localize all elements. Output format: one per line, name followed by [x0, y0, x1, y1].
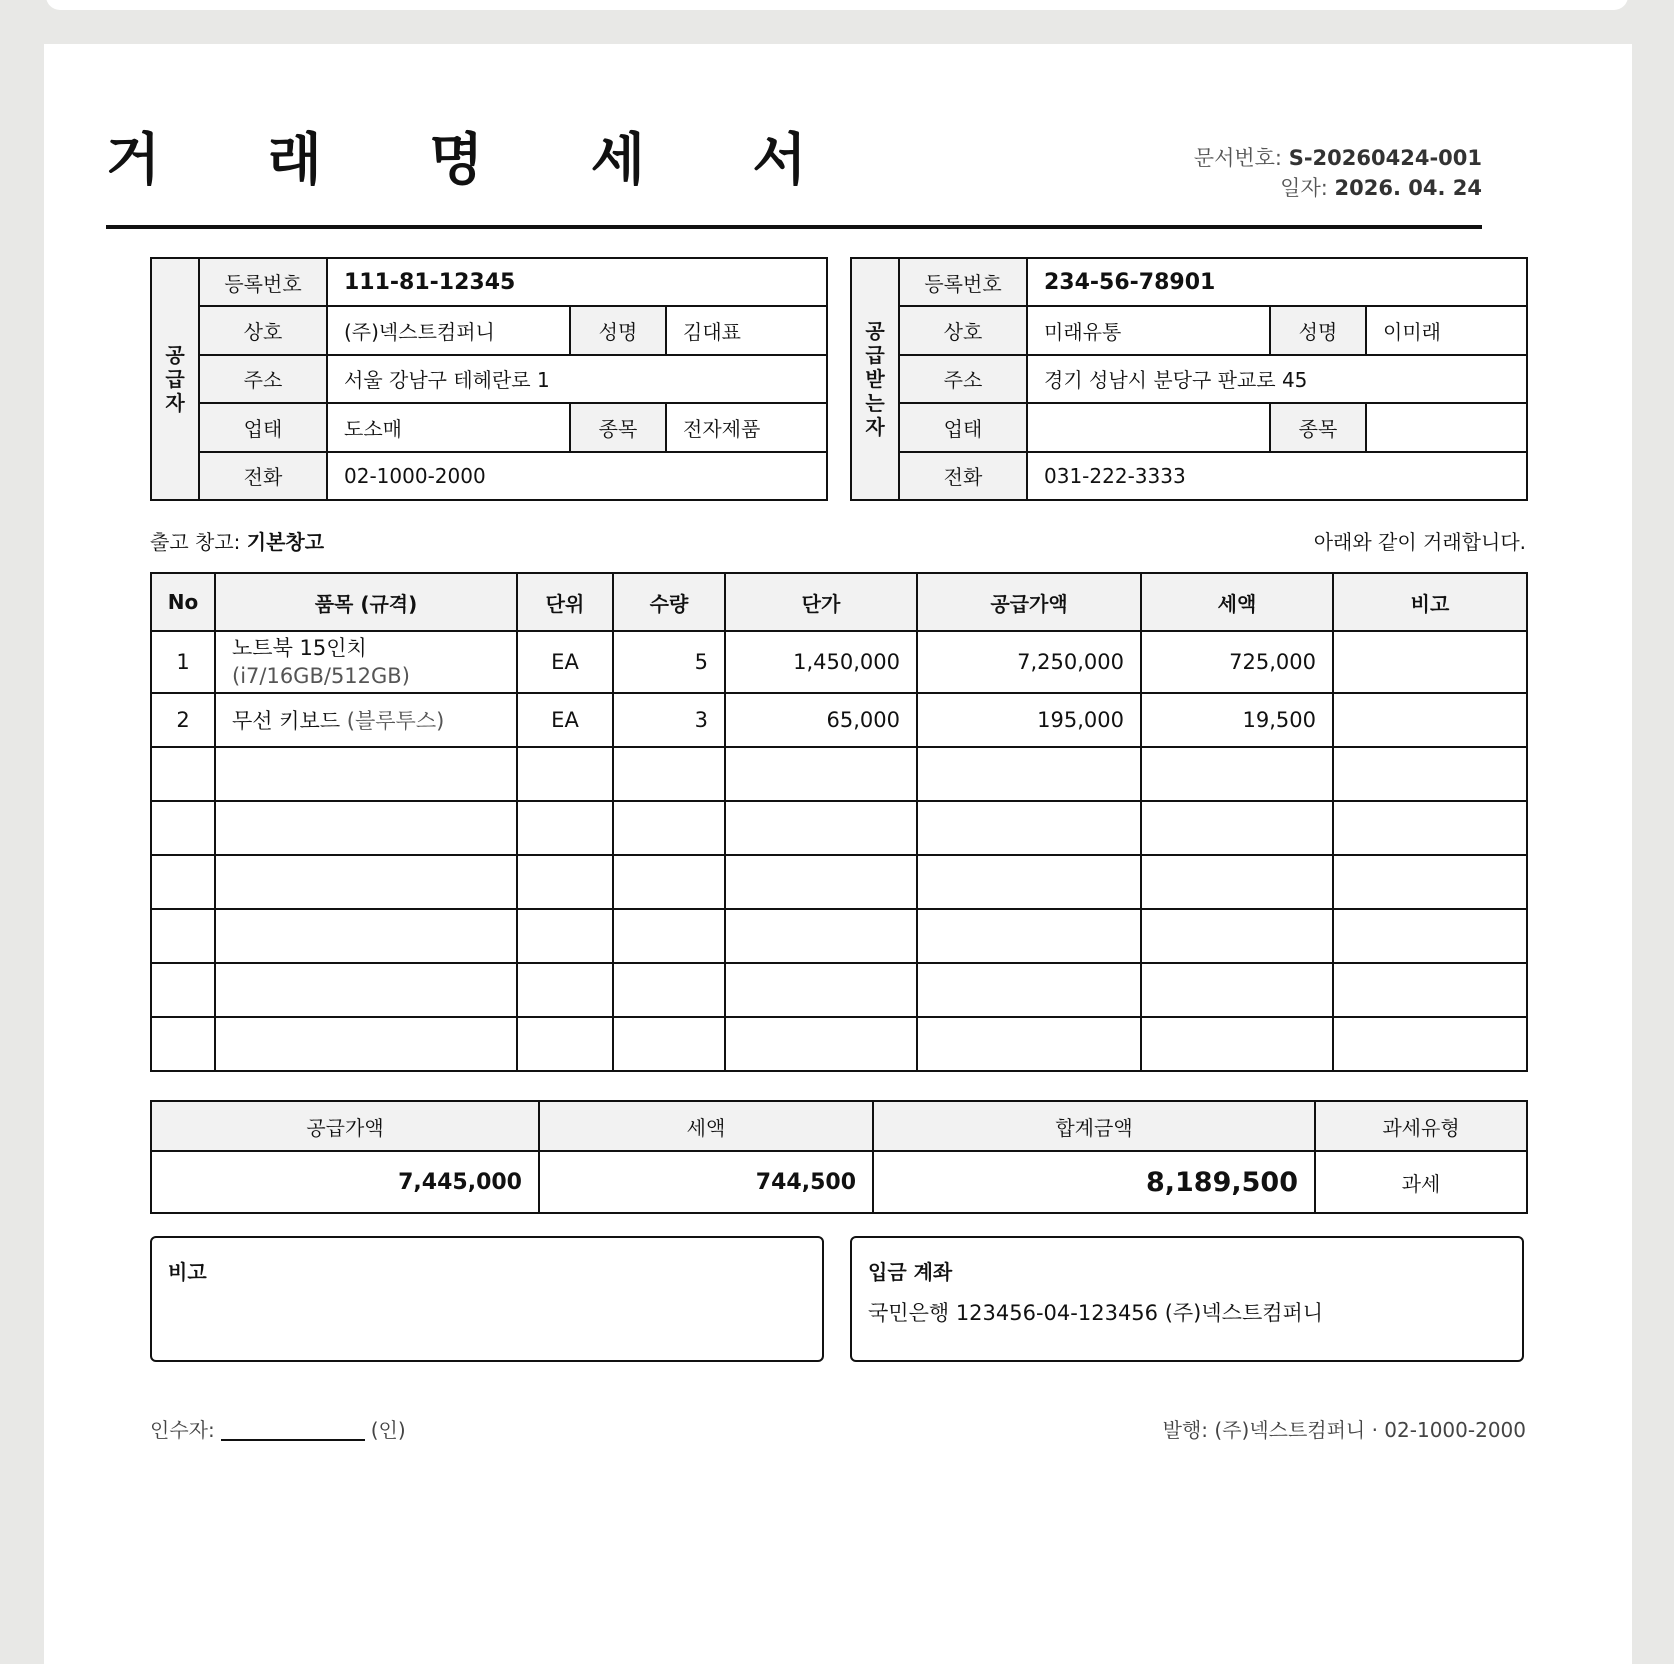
- receiver-bizitem-label: 종목: [1270, 403, 1366, 451]
- doc-number-line: [1194, 143, 1482, 173]
- row-no: 1: [151, 631, 215, 693]
- item-name: 노트북 15인치: [232, 636, 367, 660]
- previous-card: [46, 0, 1628, 10]
- tax-type: 과세: [1315, 1151, 1527, 1213]
- supplier-biztype-label: 업태: [199, 403, 327, 451]
- row-supply: 195,000: [917, 693, 1141, 747]
- supplier-reg-label: 등록번호: [199, 258, 327, 306]
- supplier-phone-label: 전화: [199, 452, 327, 500]
- receiver-biztype-label: 업태: [899, 403, 1027, 451]
- receiver-sign-label: 인수자:: [150, 1418, 215, 1442]
- supplier-biztype: 도소매: [327, 403, 570, 451]
- row-item: [215, 693, 517, 747]
- warehouse-label: 출고 창고:: [150, 530, 241, 554]
- total-tax: 744,500: [539, 1151, 873, 1213]
- warehouse-value: 기본창고: [246, 530, 325, 554]
- account-box: [850, 1236, 1524, 1362]
- remarks-box: [150, 1236, 824, 1362]
- supplier-phone: 02-1000-2000: [327, 452, 827, 500]
- seal-label: (인): [370, 1418, 406, 1442]
- row-no: 2: [151, 693, 215, 747]
- row-note: [1333, 631, 1527, 693]
- row-price: 65,000: [725, 693, 917, 747]
- document-header: [106, 95, 1482, 229]
- supplier-ceo: 김대표: [666, 306, 827, 354]
- receiver-table: [850, 257, 1528, 501]
- receiver-company-label: 상호: [899, 306, 1027, 354]
- tax-type-label: 과세유형: [1315, 1101, 1527, 1151]
- supplier-bizitem: 전자제품: [666, 403, 827, 451]
- receiver-phone-label: 전화: [899, 452, 1027, 500]
- doc-date-label: 일자:: [1280, 176, 1328, 200]
- supplier-address: 서울 강남구 테헤란로 1: [327, 355, 827, 403]
- col-header-no: No: [151, 573, 215, 631]
- supplier-company: (주)넥스트컴퍼니: [327, 306, 570, 354]
- table-row: [151, 631, 1527, 693]
- col-header-unit: 단위: [517, 573, 613, 631]
- issuer-info: 발행: (주)넥스트컴퍼니 · 02-1000-2000: [1162, 1418, 1526, 1442]
- empty-row: [151, 747, 1527, 801]
- supplier-side-label: 공 급 자: [151, 258, 199, 500]
- account-text: 국민은행 123456-04-123456 (주)넥스트컴퍼니: [868, 1301, 1324, 1325]
- row-price: 1,450,000: [725, 631, 917, 693]
- col-header-price: 단가: [725, 573, 917, 631]
- totals-table: [150, 1100, 1528, 1214]
- supplier-bizitem-label: 종목: [570, 403, 666, 451]
- col-header-supply: 공급가액: [917, 573, 1141, 631]
- receiver-signature: [150, 1414, 406, 1443]
- supplier-reg-no: 111-81-12345: [327, 258, 827, 306]
- supplier-address-label: 주소: [199, 355, 327, 403]
- grand-total: 8,189,500: [873, 1151, 1315, 1213]
- signature-line: [221, 1439, 365, 1441]
- receiver-phone: 031-222-3333: [1027, 452, 1527, 500]
- table-row: [151, 693, 1527, 747]
- row-tax: 19,500: [1141, 693, 1333, 747]
- total-tax-label: 세액: [539, 1101, 873, 1151]
- row-qty: 5: [613, 631, 725, 693]
- doc-number: S-20260424-001: [1288, 146, 1482, 170]
- supplier-ceo-label: 성명: [570, 306, 666, 354]
- doc-date: 2026. 04. 24: [1334, 176, 1482, 200]
- row-tax: 725,000: [1141, 631, 1333, 693]
- document-title: 거 래 명 세 서: [106, 128, 851, 193]
- document-meta: [1194, 143, 1482, 203]
- empty-row: [151, 1017, 1527, 1071]
- doc-date-line: [1194, 173, 1482, 203]
- supplier-company-label: 상호: [199, 306, 327, 354]
- receiver-address: 경기 성남시 분당구 판교로 45: [1027, 355, 1527, 403]
- col-header-qty: 수량: [613, 573, 725, 631]
- item-spec: (i7/16GB/512GB): [232, 664, 410, 688]
- account-title: 입금 계좌: [868, 1260, 953, 1284]
- total-supply-label: 공급가액: [151, 1101, 539, 1151]
- empty-row: [151, 963, 1527, 1017]
- receiver-biztype: [1027, 403, 1270, 451]
- item-name: 무선 키보드: [232, 709, 341, 733]
- receiver-bizitem: [1366, 403, 1527, 451]
- empty-row: [151, 801, 1527, 855]
- supplier-table: [150, 257, 828, 501]
- receiver-company: 미래유통: [1027, 306, 1270, 354]
- receiver-ceo-label: 성명: [1270, 306, 1366, 354]
- col-header-note: 비고: [1333, 573, 1527, 631]
- doc-number-label: 문서번호:: [1193, 146, 1283, 170]
- receiver-reg-label: 등록번호: [899, 258, 1027, 306]
- receiver-side-label: 공 급 받 는 자: [851, 258, 899, 500]
- item-spec: (블루투스): [346, 709, 445, 733]
- row-unit: EA: [517, 693, 613, 747]
- receiver-reg-no: 234-56-78901: [1027, 258, 1527, 306]
- total-supply: 7,445,000: [151, 1151, 539, 1213]
- row-supply: 7,250,000: [917, 631, 1141, 693]
- remarks-title: 비고: [168, 1260, 207, 1284]
- row-item: [215, 631, 517, 693]
- transaction-note: 아래와 같이 거래합니다.: [1313, 530, 1526, 554]
- receiver-address-label: 주소: [899, 355, 1027, 403]
- col-header-item: 품목 (규격): [215, 573, 517, 631]
- empty-row: [151, 909, 1527, 963]
- row-note: [1333, 693, 1527, 747]
- items-table: [150, 572, 1528, 1072]
- warehouse-line: [150, 526, 324, 555]
- receiver-ceo: 이미래: [1366, 306, 1527, 354]
- items-header-row: [151, 573, 1527, 631]
- grand-total-label: 합계금액: [873, 1101, 1315, 1151]
- col-header-tax: 세액: [1141, 573, 1333, 631]
- empty-row: [151, 855, 1527, 909]
- row-qty: 3: [613, 693, 725, 747]
- row-unit: EA: [517, 631, 613, 693]
